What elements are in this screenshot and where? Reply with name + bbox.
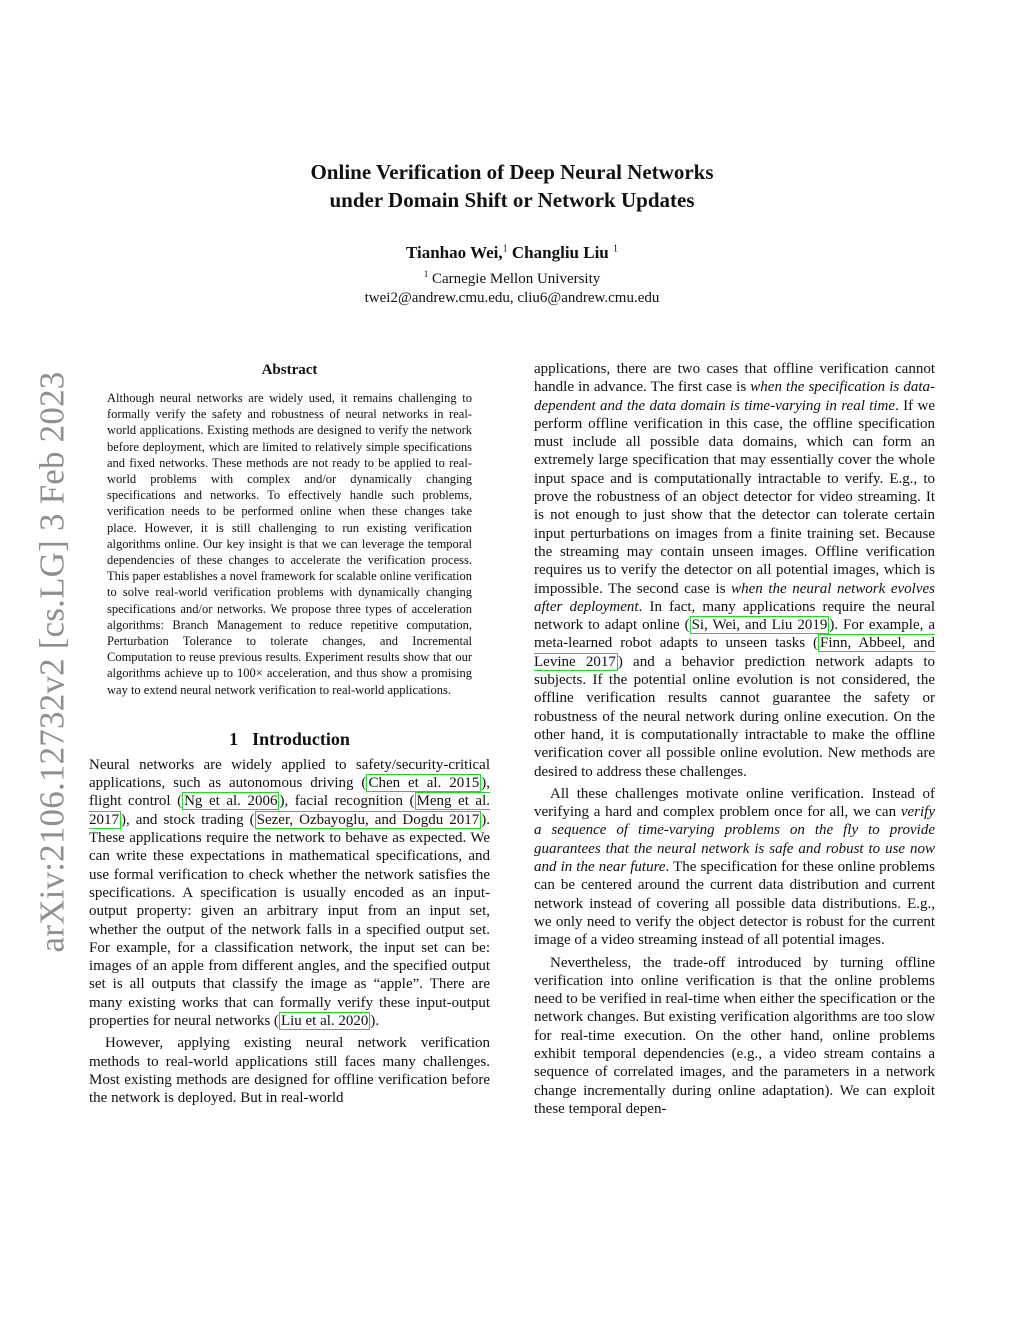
abstract-text: Although neural networks are widely used, it remains challenging to formally verify the safety and robustness of neural networks in real-world applications. Existing methods are designed to verify the network before deployment, which are limited to relatively simple specifications and fixed networks. These methods are not ready to be applied to real-world problems with complex and/or dynamically changing specifications and networks. To effectively handle such problems, verification needs to be performed online when these changes take place. However, it is still challenging to run existing verification algorithms online. Our key insight is that we can leverage the temporal dependencies of these changes to accelerate the verification process. This paper establishes a novel framework for scalable online verification to solve real-world verification problems with dynamically changing specifications and/or networks. We propose three types of acceleration algorithms: Branch Management to reduce repetitive computation, Perturbation Tolerance to tolerate changes, and Incremental Computation to reuse previous results. Experiment results show that our algorithms achieve up to 100× acceleration, and thus show a promising way to extend neural network verification to real-world applications. (107, 391, 472, 697)
affil-mark: 1 (423, 269, 429, 279)
body-paragraph-2 (534, 785, 935, 950)
author-name: Changliu Liu (511, 243, 609, 262)
text-run: applications, there are two cases that offline verification cannot handle in advance. The first case is (534, 361, 935, 396)
citation-link[interactable]: Ng et al. 2006 (184, 793, 278, 810)
section-heading-introduction (89, 728, 490, 750)
citation-link[interactable]: Liu et al. 2020 (280, 1013, 369, 1030)
emphasis: when the neural network evolves after deployment (534, 580, 935, 615)
citation-link[interactable]: Finn, Abbeel, and Levine 2017 (534, 635, 935, 670)
title-line-1: Online Verification of Deep Neural Networks (310, 160, 714, 184)
text-run: All these challenges motivate online verification. Instead of verifying a hard and complex problem once for all, we can (534, 785, 935, 821)
intro-paragraph-1 (89, 756, 490, 1030)
text-run: Neural networks are widely applied to safety/security-critical applications, such as autonomous driving ( (89, 756, 490, 792)
citation-link[interactable]: Sezer, Ozbayoglu, and Dogdu 2017 (256, 811, 480, 828)
text-run: ), and stock trading ( (121, 811, 255, 828)
left-column (89, 360, 490, 1108)
citation-link[interactable]: Si, Wei, and Liu 2019 (691, 617, 828, 634)
body-paragraph-1 (534, 360, 935, 781)
author-affil-mark: 1 (502, 243, 508, 255)
citation-link[interactable]: Meng et al. 2017 (89, 793, 490, 828)
body-paragraph-3: Nevertheless, the trade-off introduced by turning offline verification into online verification is that the online problems need to be verified in real-time when either the specification or the network changes. But existing verification algorithms are too slow for real-time execution. On the other hand, online problems exhibit temporal dependencies (e.g., a video stream contains a sequence of correlated images, and the parameters in a network change incrementally during online adaptation). We can exploit these temporal depen- (534, 954, 935, 1117)
text-run: ), flight control ( (89, 775, 490, 810)
text-run: ). These applications require the network to behave as expected. We can write these expectations in mathematical specifications, and use formal verification to check whether the network satisfies the specifications. A specification is usually encoded as an input-output property: given an arbitrary input from an input set, whether the output of the network falls in a specified output set. For example, for a classification network, the input set can be: images of an apple from different angles, and the specified output set is all outputs that classify the image as “apple”. There are many existing works that can formally verify these input-output properties for neural networks ( (89, 811, 490, 1030)
arxiv-stamp: arXiv:2106.12732v2 [cs.LG] 3 Feb 2023 (32, 371, 72, 953)
abstract-heading: Abstract (261, 362, 318, 378)
author-name: Tianhao Wei, (405, 243, 503, 262)
citation-link[interactable]: Chen et al. 2015 (368, 775, 480, 792)
affiliation-name: Carnegie Mellon University (431, 271, 601, 287)
section-title: Introduction (252, 728, 350, 749)
author-list (0, 242, 1024, 264)
emphasis: verify a sequence of time-varying problems on the fly to provide guarantees that the neural network is safe and robust to use now and in the near future (534, 804, 935, 876)
title-line-2: under Domain Shift or Network Updates (329, 188, 695, 212)
emphasis: when the specification is data-dependent and the data domain is time-varying in real time (534, 379, 935, 414)
right-column (534, 360, 935, 1118)
affiliation (0, 270, 1024, 289)
paper-header (0, 158, 1024, 308)
text-run: . If we perform offline verification in this case, the offline specification must include all possible data domains, which can form an extremely large specification that may essentially cover the whole input space and is computationally intractable to verify. E.g., to prove the robustness of an object detector for video streaming. It is not enough to just show that the detector can tolerate certain input perturbations on images from a finite training set. Because the streaming may contain unseen images. Offline verification requires us to verify the detector on all potential images, which is impossible. The second case is (534, 397, 935, 597)
author-affil-mark: 1 (613, 243, 619, 255)
intro-paragraph-2: However, applying existing neural network verification methods to real-world applications still faces many challenges. Most existing methods are designed for offline verification before the network is deployed. But in real-world (89, 1035, 490, 1107)
section-number: 1 (229, 728, 239, 749)
text-run: ). (370, 1013, 380, 1030)
text-run: . The specification for these online problems can be centered around the current data distribution and current network instead of covering all possible data distributions. E.g., we only need to verify the object detector is robust for the current image of a video streaming instead of all potential images. (534, 859, 935, 949)
text-run: ) and a behavior prediction network adapts to subjects. If the potential online evolution is not considered, the offline verification results cannot guarantee the safety or robustness of the neural network during online execution. On the other hand, it is computationally intractable to make the offline verification cover all possible online evolution. New methods are desired to address these challenges. (534, 653, 935, 780)
text-run: ), facial recognition ( (279, 793, 415, 810)
paper-title (0, 158, 1024, 214)
text-run: . In fact, many applications require the neural network to adapt online ( (534, 598, 935, 634)
author-emails: twei2@andrew.cmu.edu, cliu6@andrew.cmu.edu (364, 290, 660, 306)
text-run: ). For example, a meta-learned robot adapts to unseen tasks ( (534, 617, 935, 652)
